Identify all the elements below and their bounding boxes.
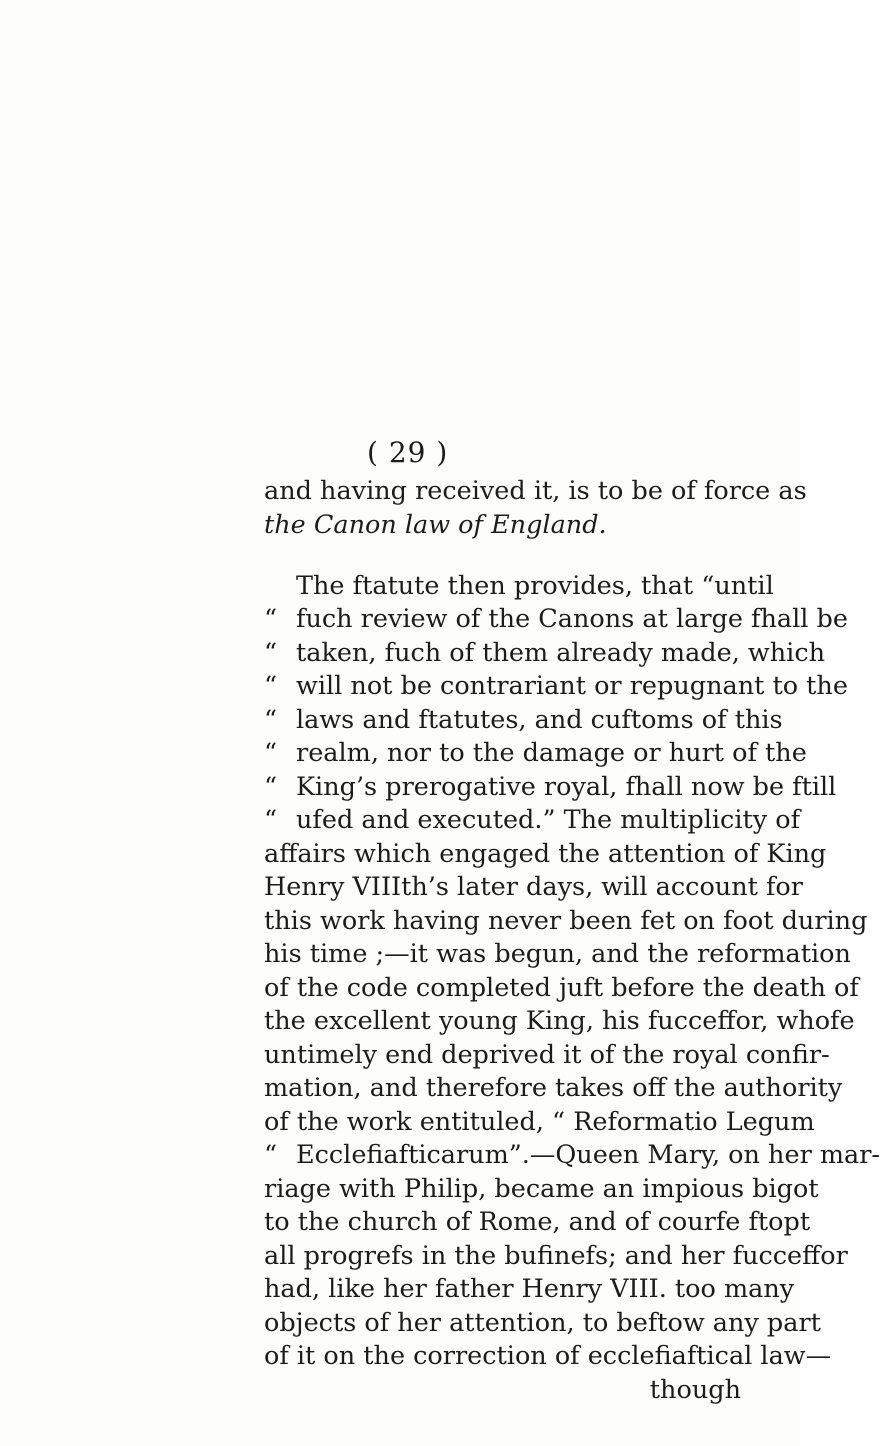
text-line [264,669,848,703]
text-line: had, like her father Henry VIII. too many [264,1274,795,1304]
text-line: riage with Philip, became an impious bigot [264,1174,819,1204]
text-line: objects of her attention, to beftow any part [264,1308,821,1338]
text-line: of the code completed juft before the death of [264,973,859,1003]
text-line: of it on the correction of ecclefiaftical law— [264,1341,832,1371]
quote-mark: “ [264,772,278,802]
text-line: the excellent young King, his fucceffor, whofe [264,1006,855,1036]
text-line: the Canon law of England. [264,510,607,540]
text-line [264,770,837,804]
text-line [264,703,783,737]
quote-mark: “ [264,805,278,835]
text-line: untimely end deprived it of the royal confir- [264,1040,830,1070]
text-line: his time ;—it was begun, and the reformation [264,939,851,969]
text-line: affairs which engaged the attention of King [264,839,827,869]
text-line [264,636,826,670]
text-line [264,602,848,636]
text-line [264,736,807,770]
text-line-body: fuch review of the Canons at large fhall be [296,604,848,634]
quote-mark: “ [264,738,278,768]
text-line-body: King’s prerogative royal, fhall now be ftill [296,772,837,802]
text-line: and having received it, is to be of force as [264,476,807,506]
quote-mark: “ [264,604,278,634]
text-line: all progrefs in the bufinefs; and her fucceffor [264,1241,848,1271]
text-line: Henry VIIIth’s later days, will account for [264,872,803,902]
quote-mark: “ [264,705,278,735]
text-line-body: Ecclefiafticarum”.—Queen Mary, on her mar- [296,1140,880,1170]
text-line: this work having never been fet on foot during [264,906,868,936]
page-number: ( 29 ) [367,436,449,469]
text-line-body: ufed and executed.” The multiplicity of [296,805,801,835]
text-line-body: will not be contrariant or repugnant to the [296,671,848,701]
text-line: The ftatute then provides, that “until [296,571,774,601]
text-line-body: laws and ftatutes, and cuftoms of this [296,705,783,735]
catchword: though [649,1375,741,1405]
text-line [264,1138,880,1172]
text-line-body: taken, fuch of them already made, which [296,638,826,668]
text-line [264,803,801,837]
text-line: mation, and therefore takes off the authority [264,1073,843,1103]
quote-mark: “ [264,671,278,701]
quote-mark: “ [264,638,278,668]
text-line: to the church of Rome, and of courfe ftopt [264,1207,811,1237]
text-line-body: realm, nor to the damage or hurt of the [296,738,807,768]
text-line: of the work entituled, “ Reformatio Legum [264,1107,815,1137]
quote-mark: “ [264,1140,278,1170]
